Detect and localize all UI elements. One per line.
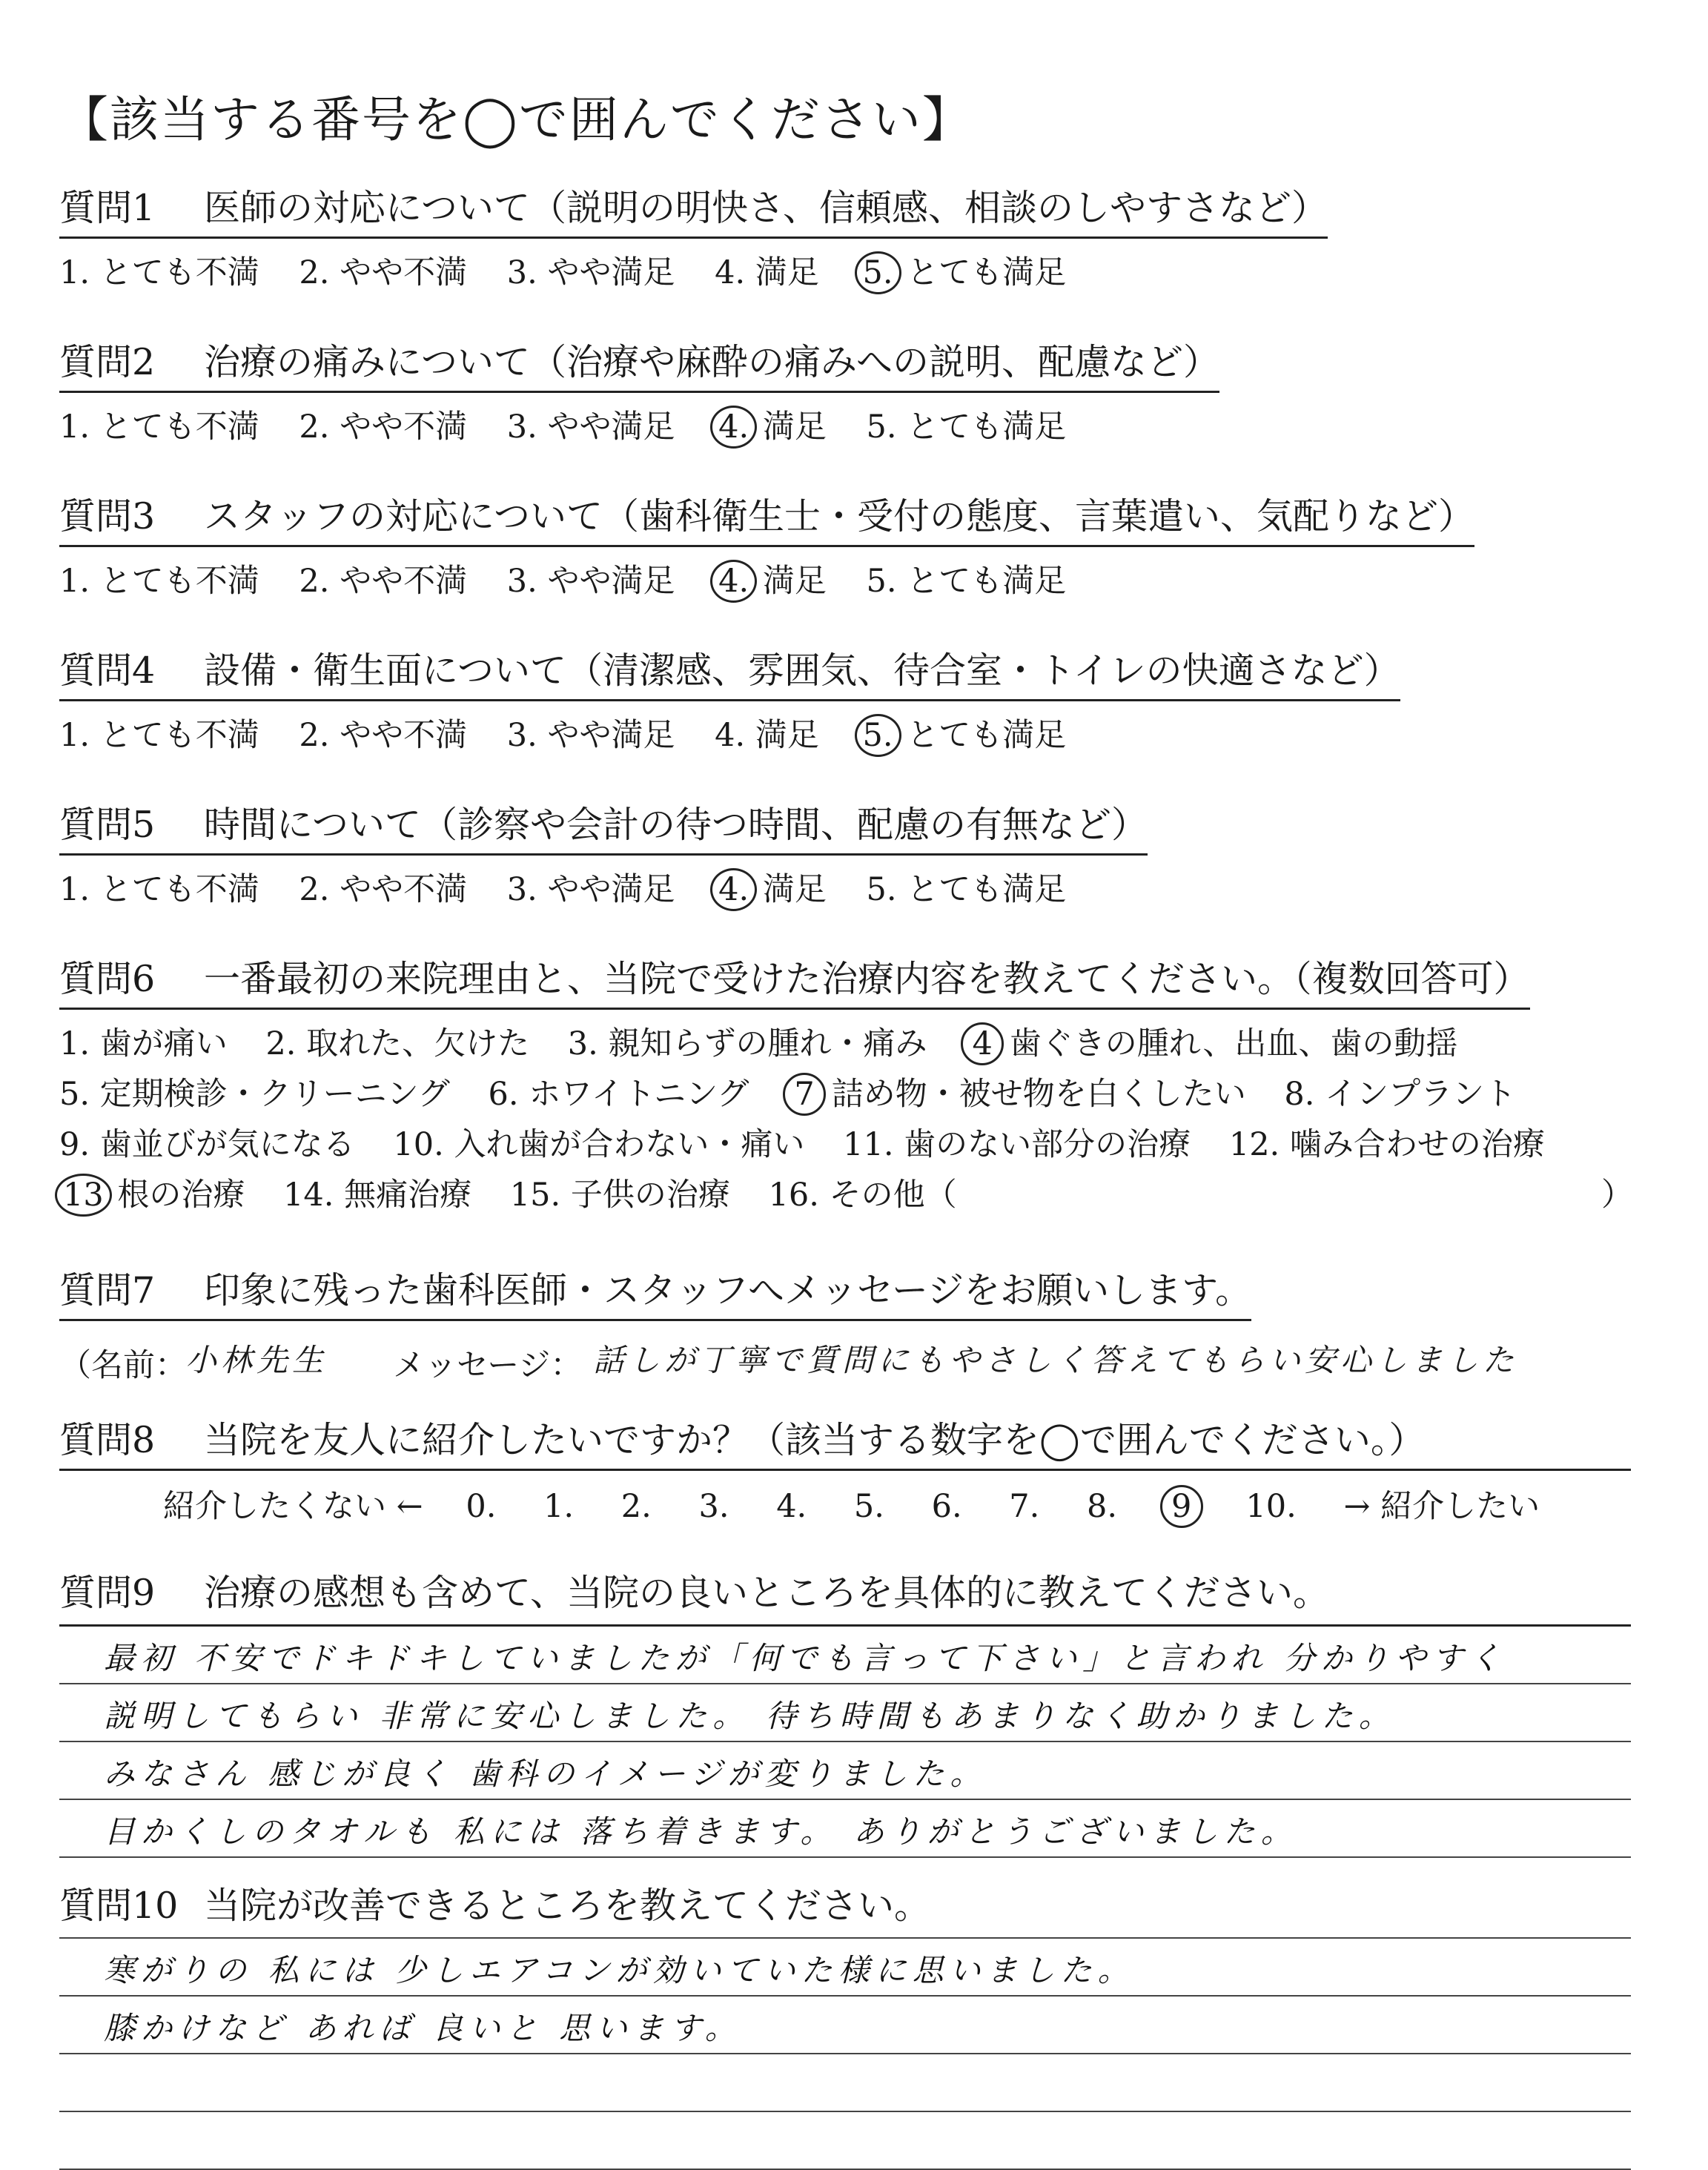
rating-options — [59, 248, 1631, 298]
option-4[interactable]: 4. 満足 — [715, 254, 819, 292]
scale-1[interactable]: 1. — [543, 1488, 575, 1526]
option-3[interactable]: 3. やや満足 — [506, 717, 675, 755]
scale-4[interactable]: 4. — [776, 1488, 807, 1526]
answer-lines — [59, 1624, 1631, 1858]
answer-line[interactable] — [59, 2112, 1631, 2170]
name-label: （名前： — [59, 1347, 187, 1385]
question-6 — [59, 956, 1631, 1220]
rating-options — [59, 710, 1631, 761]
scale-right-label: → 紹介したい — [1343, 1488, 1540, 1526]
question-number: 質問9 — [59, 1572, 156, 1614]
question-number: 質問3 — [59, 495, 156, 537]
rating-options — [59, 402, 1631, 452]
question-number: 質問1 — [59, 187, 156, 229]
question-number: 質問10 — [59, 1885, 179, 1927]
option[interactable]: 14. 無痛治療 — [283, 1177, 472, 1214]
option-4-selected[interactable]: 4. 満足 — [715, 402, 827, 452]
option-5[interactable]: 5. とても満足 — [866, 871, 1067, 909]
option[interactable]: 2. 取れた、欠けた — [265, 1025, 530, 1063]
option-4[interactable]: 4. 満足 — [715, 717, 819, 755]
rating-options — [59, 864, 1631, 915]
option-2[interactable]: 2. やや不満 — [299, 408, 468, 446]
question-number: 質問2 — [59, 341, 156, 383]
option-5[interactable]: 5. とても満足 — [866, 563, 1067, 601]
option[interactable]: 15. 子供の治療 — [509, 1177, 730, 1214]
option-1[interactable]: 1. とても不満 — [59, 563, 259, 601]
question-number: 質問5 — [59, 804, 156, 846]
option-3[interactable]: 3. やや満足 — [506, 563, 675, 601]
question-5 — [59, 802, 1631, 915]
message-label: メッセージ： — [393, 1347, 583, 1385]
question-text: スタッフの対応について（歯科衛生士・受付の態度、言葉遣い、気配りなど） — [204, 495, 1475, 537]
scale-0[interactable]: 0. — [466, 1488, 497, 1526]
scale-10[interactable]: 10. — [1245, 1488, 1297, 1526]
scale-3[interactable]: 3. — [698, 1488, 729, 1526]
question-text: 時間について（診察や会計の待つ時間、配慮の有無など） — [204, 804, 1148, 846]
option-2[interactable]: 2. やや不満 — [299, 563, 468, 601]
rating-options — [59, 556, 1631, 606]
name-value[interactable]: 小林先生 — [185, 1342, 328, 1379]
reason-options — [59, 1019, 1631, 1220]
option-1[interactable]: 1. とても不満 — [59, 408, 259, 446]
options-row — [59, 1170, 1631, 1220]
question-text: 治療の感想も含めて、当院の良いところを具体的に教えてください。 — [204, 1572, 1330, 1614]
option[interactable]: 9. 歯並びが気になる — [59, 1126, 355, 1164]
answer-line[interactable]: 最初 不安でドキドキしていましたが「何でも言って下さい」と言われ 分かりやすく — [59, 1627, 1631, 1684]
answer-line[interactable] — [59, 2054, 1631, 2112]
option[interactable]: 11. 歯のない部分の治療 — [843, 1126, 1191, 1164]
scale-9-selected[interactable]: 9 — [1165, 1488, 1199, 1525]
option[interactable]: 12. 噛み合わせの治療 — [1228, 1126, 1545, 1164]
question-text: 設備・衛生面について（清潔感、雰囲気、待合室・トイレの快適さなど） — [204, 649, 1400, 692]
option-3[interactable]: 3. やや満足 — [506, 871, 675, 909]
option-other[interactable]: 16. その他（ — [768, 1177, 957, 1214]
options-row — [59, 1069, 1631, 1119]
question-text: 印象に残った歯科医師・スタッフへメッセージをお願いします。 — [204, 1269, 1252, 1311]
option-5-selected[interactable]: 5. とても満足 — [859, 248, 1067, 298]
other-close-paren: ） — [1601, 1177, 1633, 1214]
question-1 — [59, 185, 1631, 298]
option[interactable]: 5. 定期検診・クリーニング — [59, 1076, 450, 1114]
message-value[interactable]: 話しが丁寧で質問にもやさしく答えてもらい安心しました — [593, 1342, 1519, 1379]
option[interactable]: 1. 歯が痛い — [59, 1025, 228, 1063]
question-3 — [59, 494, 1631, 606]
question-2 — [59, 340, 1631, 452]
scale-left-label: 紹介したくない ← — [163, 1488, 423, 1526]
option-4-selected[interactable]: 4. 満足 — [715, 864, 827, 915]
recommend-scale — [59, 1481, 1631, 1526]
scale-2[interactable]: 2. — [620, 1488, 652, 1526]
option-2[interactable]: 2. やや不満 — [299, 717, 468, 755]
option-selected[interactable]: 13 根の治療 — [59, 1170, 245, 1220]
question-text: 当院を友人に紹介したいですか？（該当する数字を◯で囲んでください。） — [204, 1419, 1426, 1461]
question-text: 一番最初の来院理由と、当院で受けた治療内容を教えてください。（複数回答可） — [204, 958, 1530, 1000]
question-number: 質問8 — [59, 1419, 156, 1461]
option-1[interactable]: 1. とても不満 — [59, 871, 259, 909]
question-text: 当院が改善できるところを教えてください。 — [204, 1885, 931, 1927]
option[interactable]: 6. ホワイトニング — [488, 1076, 749, 1114]
scale-6[interactable]: 6. — [931, 1488, 962, 1526]
answer-line[interactable]: 膝かけなど あれば 良いと 思います。 — [59, 1997, 1631, 2054]
option-selected[interactable]: 4 歯ぐきの腫れ、出血、歯の動揺 — [965, 1019, 1457, 1069]
question-10 — [59, 1883, 1631, 2170]
option-5-selected[interactable]: 5. とても満足 — [859, 710, 1067, 761]
option[interactable]: 3. 親知らずの腫れ・痛み — [567, 1025, 927, 1063]
question-4 — [59, 648, 1631, 761]
option-2[interactable]: 2. やや不満 — [299, 871, 468, 909]
option[interactable]: 8. インプラント — [1284, 1076, 1517, 1114]
options-row — [59, 1019, 1631, 1069]
option-3[interactable]: 3. やや満足 — [506, 408, 675, 446]
message-line — [59, 1336, 1631, 1385]
option-4-selected[interactable]: 4. 満足 — [715, 556, 827, 606]
option-selected[interactable]: 7 詰め物・被せ物を白くしたい — [787, 1069, 1246, 1119]
question-7 — [59, 1268, 1631, 1385]
option-3[interactable]: 3. やや満足 — [506, 254, 675, 292]
answer-line[interactable]: みなさん 感じが良く 歯科のイメージが変りました。 — [59, 1742, 1631, 1800]
scale-7[interactable]: 7. — [1009, 1488, 1040, 1526]
question-text: 治療の痛みについて（治療や麻酔の痛みへの説明、配慮など） — [204, 341, 1220, 383]
option-1[interactable]: 1. とても不満 — [59, 717, 259, 755]
options-row — [59, 1119, 1631, 1170]
answer-line[interactable]: 説明してもらい 非常に安心しました。 待ち時間もあまりなく助かりました。 — [59, 1684, 1631, 1742]
question-number: 質問6 — [59, 958, 156, 1000]
answer-lines — [59, 1937, 1631, 2170]
question-number: 質問7 — [59, 1269, 156, 1311]
scale-8[interactable]: 8. — [1087, 1488, 1118, 1526]
question-number: 質問4 — [59, 649, 156, 692]
answer-line[interactable]: 寒がりの 私には 少しエアコンが効いていた様に思いました。 — [59, 1939, 1631, 1997]
option-2[interactable]: 2. やや不満 — [299, 254, 468, 292]
question-8 — [59, 1418, 1631, 1526]
question-9 — [59, 1570, 1631, 1858]
option[interactable]: 10. 入れ歯が合わない・痛い — [393, 1126, 805, 1164]
scale-5[interactable]: 5. — [853, 1488, 884, 1526]
page-title: 【該当する番号を◯で囲んでください】 — [59, 91, 973, 148]
option-5[interactable]: 5. とても満足 — [866, 408, 1067, 446]
answer-line[interactable]: 目かくしのタオルも 私には 落ち着きます。 ありがとうございました。 — [59, 1800, 1631, 1858]
question-text: 医師の対応について（説明の明快さ、信頼感、相談のしやすさなど） — [204, 187, 1328, 229]
option-1[interactable]: 1. とても不満 — [59, 254, 259, 292]
